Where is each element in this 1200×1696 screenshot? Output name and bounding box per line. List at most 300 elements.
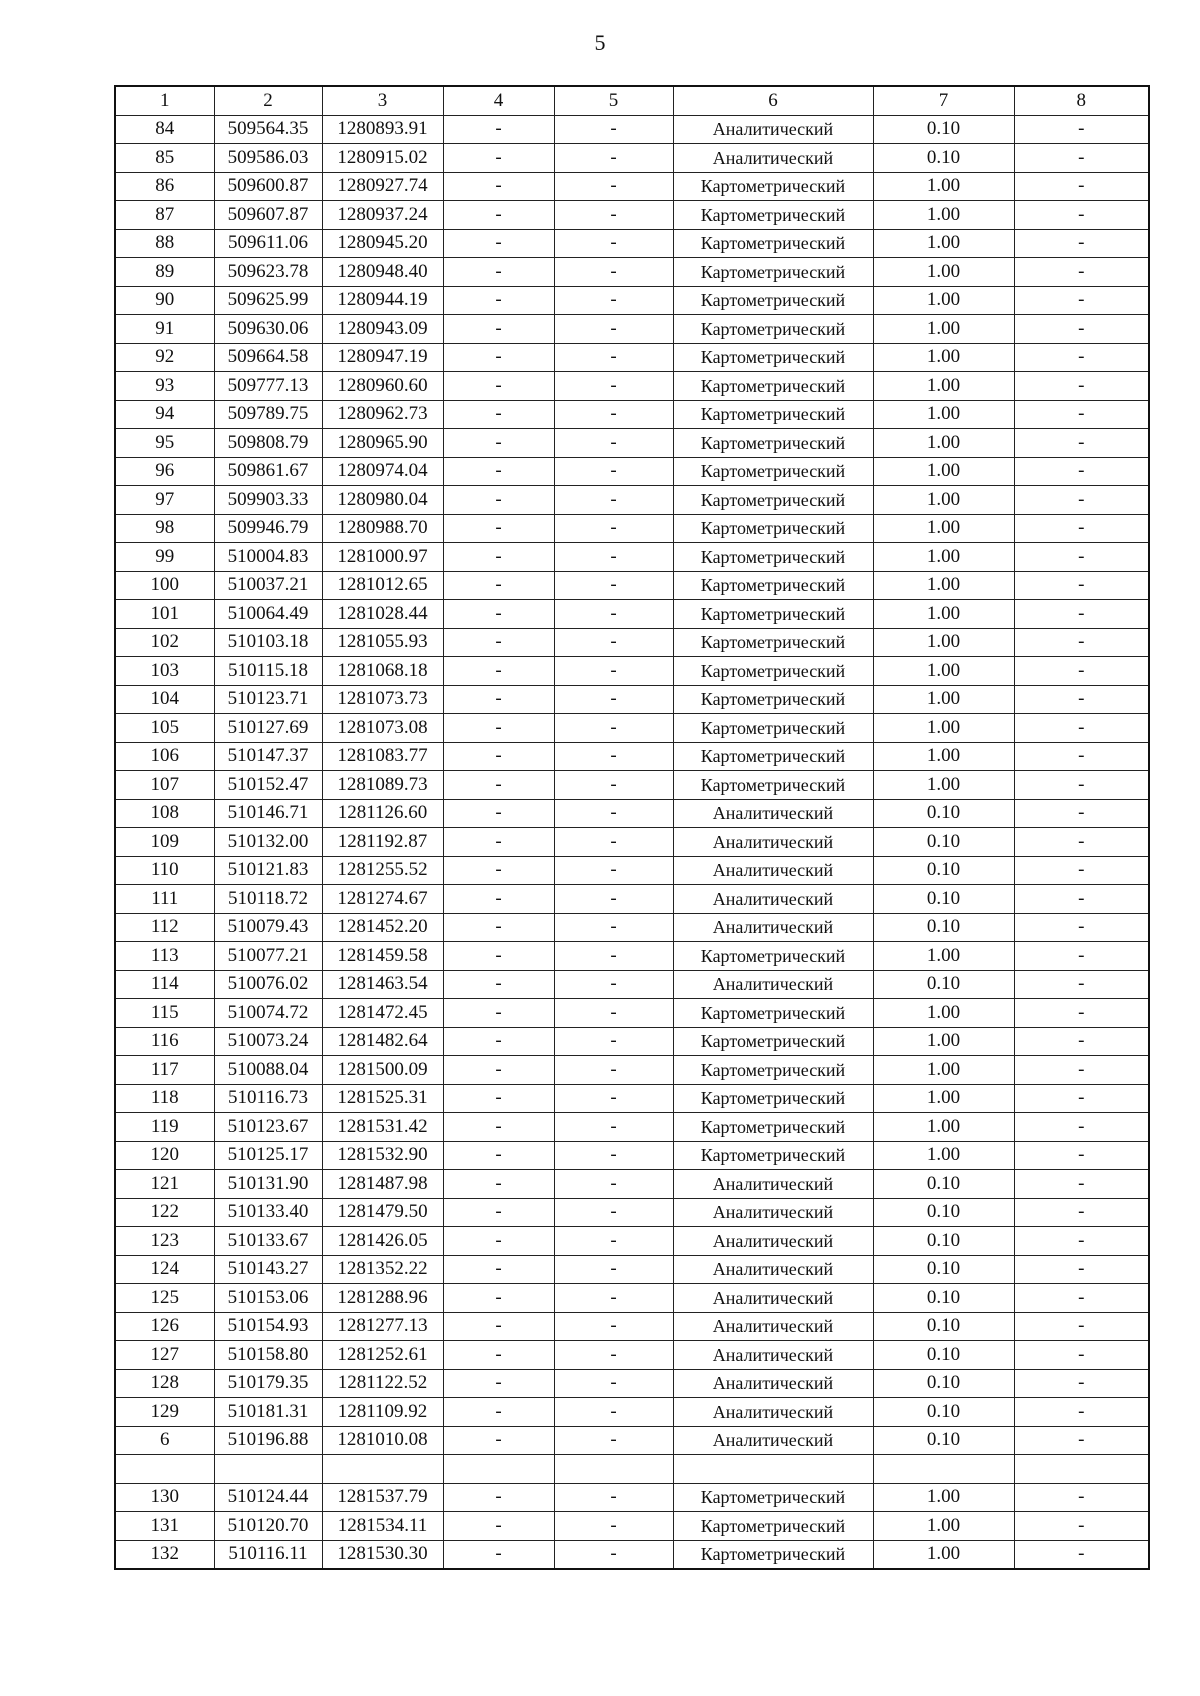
- cell-method: Картометрический: [673, 258, 873, 287]
- cell-point-number: 130: [115, 1483, 214, 1512]
- cell-y-coordinate: 1281122.52: [322, 1369, 443, 1398]
- cell-col-5: -: [554, 343, 673, 372]
- cell-col-5: -: [554, 600, 673, 629]
- table-row: [115, 400, 1149, 429]
- cell-col-8: -: [1014, 856, 1149, 885]
- cell-col-5: -: [554, 1540, 673, 1569]
- cell-method: Аналитический: [673, 115, 873, 144]
- cell-col-8: -: [1014, 885, 1149, 914]
- cell-y-coordinate: 1281277.13: [322, 1312, 443, 1341]
- cell-point-number: 129: [115, 1398, 214, 1427]
- cell-method: Картометрический: [673, 685, 873, 714]
- cell-col-8: -: [1014, 144, 1149, 173]
- cell-col-5: -: [554, 1084, 673, 1113]
- cell-y-coordinate: 1281192.87: [322, 828, 443, 857]
- table-row: [115, 970, 1149, 999]
- cell-accuracy: 1.00: [873, 258, 1014, 287]
- cell-col-8: -: [1014, 1113, 1149, 1142]
- cell-method: Картометрический: [673, 286, 873, 315]
- cell-col-4: -: [443, 1284, 554, 1313]
- cell-accuracy: 1.00: [873, 315, 1014, 344]
- cell-col-8: -: [1014, 172, 1149, 201]
- cell-method: Аналитический: [673, 1312, 873, 1341]
- cell-y-coordinate: 1281109.92: [322, 1398, 443, 1427]
- cell-col-8: -: [1014, 115, 1149, 144]
- cell-point-number: 124: [115, 1255, 214, 1284]
- cell-col-8: -: [1014, 1084, 1149, 1113]
- table-body: [115, 115, 1149, 1569]
- cell-x-coordinate: 509611.06: [214, 229, 322, 258]
- cell-method: Картометрический: [673, 571, 873, 600]
- cell-col-5: -: [554, 1255, 673, 1284]
- cell-method: Аналитический: [673, 913, 873, 942]
- cell-y-coordinate: [322, 1455, 443, 1484]
- cell-x-coordinate: 510132.00: [214, 828, 322, 857]
- cell-accuracy: 0.10: [873, 115, 1014, 144]
- cell-point-number: 115: [115, 999, 214, 1028]
- cell-col-5: -: [554, 828, 673, 857]
- table-row: [115, 172, 1149, 201]
- cell-point-number: 89: [115, 258, 214, 287]
- cell-method: Картометрический: [673, 600, 873, 629]
- cell-accuracy: 1.00: [873, 172, 1014, 201]
- table-row: [115, 1170, 1149, 1199]
- cell-col-5: -: [554, 543, 673, 572]
- cell-x-coordinate: 509564.35: [214, 115, 322, 144]
- cell-point-number: 85: [115, 144, 214, 173]
- cell-accuracy: 0.10: [873, 1198, 1014, 1227]
- cell-col-5: -: [554, 1056, 673, 1085]
- table-row: [115, 1512, 1149, 1541]
- cell-x-coordinate: 510116.73: [214, 1084, 322, 1113]
- cell-method: Картометрический: [673, 543, 873, 572]
- cell-accuracy: 1.00: [873, 400, 1014, 429]
- cell-accuracy: 1.00: [873, 742, 1014, 771]
- cell-col-8: -: [1014, 970, 1149, 999]
- column-header-2: 2: [214, 86, 322, 115]
- cell-x-coordinate: 510037.21: [214, 571, 322, 600]
- cell-y-coordinate: 1280988.70: [322, 514, 443, 543]
- cell-point-number: 128: [115, 1369, 214, 1398]
- cell-x-coordinate: 510123.71: [214, 685, 322, 714]
- cell-point-number: 127: [115, 1341, 214, 1370]
- cell-col-8: -: [1014, 1369, 1149, 1398]
- cell-point-number: 116: [115, 1027, 214, 1056]
- cell-x-coordinate: 510153.06: [214, 1284, 322, 1313]
- cell-method: [673, 1455, 873, 1484]
- cell-col-8: -: [1014, 742, 1149, 771]
- table-row: [115, 286, 1149, 315]
- cell-accuracy: 1.00: [873, 628, 1014, 657]
- cell-col-4: -: [443, 1056, 554, 1085]
- cell-col-8: -: [1014, 657, 1149, 686]
- cell-y-coordinate: 1280960.60: [322, 372, 443, 401]
- cell-col-4: -: [443, 571, 554, 600]
- cell-col-5: -: [554, 1198, 673, 1227]
- cell-accuracy: 1.00: [873, 657, 1014, 686]
- cell-accuracy: 0.10: [873, 1227, 1014, 1256]
- cell-y-coordinate: 1280943.09: [322, 315, 443, 344]
- cell-method: Картометрический: [673, 1084, 873, 1113]
- cell-point-number: 120: [115, 1141, 214, 1170]
- cell-col-8: -: [1014, 543, 1149, 572]
- cell-x-coordinate: 510131.90: [214, 1170, 322, 1199]
- cell-y-coordinate: 1281255.52: [322, 856, 443, 885]
- cell-method: Аналитический: [673, 885, 873, 914]
- cell-x-coordinate: 510133.67: [214, 1227, 322, 1256]
- cell-col-8: -: [1014, 1198, 1149, 1227]
- coordinates-table: [114, 85, 1150, 1570]
- table-row: [115, 913, 1149, 942]
- cell-x-coordinate: 510073.24: [214, 1027, 322, 1056]
- cell-x-coordinate: 510004.83: [214, 543, 322, 572]
- cell-y-coordinate: 1281500.09: [322, 1056, 443, 1085]
- table-row: [115, 1141, 1149, 1170]
- cell-point-number: 126: [115, 1312, 214, 1341]
- cell-col-8: -: [1014, 229, 1149, 258]
- cell-x-coordinate: 510116.11: [214, 1540, 322, 1569]
- cell-method: Аналитический: [673, 144, 873, 173]
- table-row: [115, 1084, 1149, 1113]
- cell-col-4: -: [443, 999, 554, 1028]
- cell-col-8: -: [1014, 799, 1149, 828]
- cell-accuracy: 1.00: [873, 1141, 1014, 1170]
- cell-col-4: -: [443, 429, 554, 458]
- cell-accuracy: 0.10: [873, 1426, 1014, 1455]
- cell-col-4: -: [443, 144, 554, 173]
- cell-accuracy: 0.10: [873, 1255, 1014, 1284]
- cell-col-8: -: [1014, 1284, 1149, 1313]
- cell-point-number: 99: [115, 543, 214, 572]
- cell-col-4: -: [443, 400, 554, 429]
- cell-x-coordinate: 509903.33: [214, 486, 322, 515]
- page-number: 5: [594, 30, 606, 55]
- cell-col-5: -: [554, 315, 673, 344]
- cell-col-5: -: [554, 115, 673, 144]
- cell-col-4: -: [443, 286, 554, 315]
- cell-point-number: 94: [115, 400, 214, 429]
- table-row: [115, 429, 1149, 458]
- cell-accuracy: 1.00: [873, 486, 1014, 515]
- cell-x-coordinate: 510123.67: [214, 1113, 322, 1142]
- cell-y-coordinate: 1281426.05: [322, 1227, 443, 1256]
- cell-col-5: -: [554, 144, 673, 173]
- cell-y-coordinate: 1280980.04: [322, 486, 443, 515]
- cell-col-4: -: [443, 343, 554, 372]
- cell-accuracy: 0.10: [873, 799, 1014, 828]
- cell-method: Аналитический: [673, 1398, 873, 1427]
- cell-accuracy: 1.00: [873, 1027, 1014, 1056]
- cell-col-4: -: [443, 258, 554, 287]
- cell-col-4: -: [443, 1113, 554, 1142]
- cell-point-number: 90: [115, 286, 214, 315]
- cell-col-5: -: [554, 771, 673, 800]
- table-row: [115, 685, 1149, 714]
- table-row: [115, 201, 1149, 230]
- cell-method: Аналитический: [673, 970, 873, 999]
- cell-x-coordinate: 510115.18: [214, 657, 322, 686]
- cell-col-8: -: [1014, 1426, 1149, 1455]
- cell-col-4: -: [443, 457, 554, 486]
- cell-col-8: -: [1014, 913, 1149, 942]
- table-row: [115, 1426, 1149, 1455]
- cell-col-5: -: [554, 628, 673, 657]
- cell-col-4: -: [443, 172, 554, 201]
- cell-col-4: [443, 1455, 554, 1484]
- cell-col-4: -: [443, 742, 554, 771]
- cell-method: Картометрический: [673, 1483, 873, 1512]
- cell-x-coordinate: 509586.03: [214, 144, 322, 173]
- table-row: [115, 999, 1149, 1028]
- cell-col-5: -: [554, 1341, 673, 1370]
- cell-col-4: -: [443, 372, 554, 401]
- table-row: [115, 1255, 1149, 1284]
- cell-col-4: -: [443, 1227, 554, 1256]
- cell-method: Картометрический: [673, 1512, 873, 1541]
- cell-point-number: 87: [115, 201, 214, 230]
- cell-point-number: 86: [115, 172, 214, 201]
- cell-col-8: -: [1014, 1341, 1149, 1370]
- cell-y-coordinate: 1281073.08: [322, 714, 443, 743]
- cell-x-coordinate: 509607.87: [214, 201, 322, 230]
- column-header-4: 4: [443, 86, 554, 115]
- cell-x-coordinate: 509777.13: [214, 372, 322, 401]
- cell-accuracy: 0.10: [873, 1170, 1014, 1199]
- cell-y-coordinate: 1281537.79: [322, 1483, 443, 1512]
- cell-point-number: 84: [115, 115, 214, 144]
- table-row: [115, 229, 1149, 258]
- cell-method: Аналитический: [673, 799, 873, 828]
- cell-point-number: 103: [115, 657, 214, 686]
- cell-accuracy: 0.10: [873, 1369, 1014, 1398]
- cell-accuracy: 0.10: [873, 970, 1014, 999]
- table-row: [115, 628, 1149, 657]
- cell-col-4: -: [443, 1198, 554, 1227]
- cell-col-4: -: [443, 1426, 554, 1455]
- cell-accuracy: 1.00: [873, 372, 1014, 401]
- cell-col-5: -: [554, 856, 673, 885]
- cell-method: Аналитический: [673, 1341, 873, 1370]
- cell-y-coordinate: 1281487.98: [322, 1170, 443, 1199]
- cell-point-number: 118: [115, 1084, 214, 1113]
- cell-col-4: -: [443, 543, 554, 572]
- cell-method: Картометрический: [673, 172, 873, 201]
- cell-col-8: -: [1014, 571, 1149, 600]
- cell-col-4: -: [443, 1540, 554, 1569]
- cell-y-coordinate: 1281274.67: [322, 885, 443, 914]
- table-row: [115, 144, 1149, 173]
- cell-x-coordinate: 510074.72: [214, 999, 322, 1028]
- cell-accuracy: 0.10: [873, 856, 1014, 885]
- cell-accuracy: 1.00: [873, 429, 1014, 458]
- table-row: [115, 258, 1149, 287]
- cell-accuracy: [873, 1455, 1014, 1484]
- cell-method: Аналитический: [673, 1426, 873, 1455]
- cell-point-number: 98: [115, 514, 214, 543]
- cell-col-5: -: [554, 429, 673, 458]
- cell-accuracy: 0.10: [873, 885, 1014, 914]
- cell-method: Картометрический: [673, 1141, 873, 1170]
- cell-method: Аналитический: [673, 1170, 873, 1199]
- cell-col-5: -: [554, 999, 673, 1028]
- cell-col-4: -: [443, 657, 554, 686]
- cell-col-4: -: [443, 1141, 554, 1170]
- cell-point-number: 132: [115, 1540, 214, 1569]
- cell-x-coordinate: 510133.40: [214, 1198, 322, 1227]
- cell-col-5: -: [554, 714, 673, 743]
- cell-col-8: -: [1014, 429, 1149, 458]
- cell-x-coordinate: 510158.80: [214, 1341, 322, 1370]
- cell-col-4: -: [443, 1369, 554, 1398]
- cell-point-number: 131: [115, 1512, 214, 1541]
- cell-y-coordinate: 1281479.50: [322, 1198, 443, 1227]
- cell-accuracy: 0.10: [873, 1312, 1014, 1341]
- cell-col-4: -: [443, 514, 554, 543]
- cell-col-8: -: [1014, 628, 1149, 657]
- column-header-5: 5: [554, 86, 673, 115]
- table-row: [115, 486, 1149, 515]
- cell-col-8: -: [1014, 828, 1149, 857]
- column-header-6: 6: [673, 86, 873, 115]
- cell-accuracy: 1.00: [873, 1084, 1014, 1113]
- cell-col-4: -: [443, 600, 554, 629]
- cell-y-coordinate: 1281288.96: [322, 1284, 443, 1313]
- cell-point-number: 107: [115, 771, 214, 800]
- cell-col-8: -: [1014, 1227, 1149, 1256]
- cell-col-8: -: [1014, 343, 1149, 372]
- table-row: [115, 1198, 1149, 1227]
- cell-point-number: 100: [115, 571, 214, 600]
- cell-y-coordinate: 1281010.08: [322, 1426, 443, 1455]
- cell-point-number: 105: [115, 714, 214, 743]
- cell-col-5: -: [554, 1227, 673, 1256]
- cell-point-number: 117: [115, 1056, 214, 1085]
- cell-col-8: -: [1014, 600, 1149, 629]
- cell-col-5: -: [554, 1426, 673, 1455]
- cell-col-5: -: [554, 400, 673, 429]
- cell-col-5: -: [554, 571, 673, 600]
- cell-x-coordinate: 510152.47: [214, 771, 322, 800]
- cell-point-number: 114: [115, 970, 214, 999]
- cell-point-number: 101: [115, 600, 214, 629]
- cell-col-4: -: [443, 628, 554, 657]
- table-row: [115, 799, 1149, 828]
- cell-col-4: -: [443, 1027, 554, 1056]
- cell-y-coordinate: 1281463.54: [322, 970, 443, 999]
- cell-x-coordinate: 510181.31: [214, 1398, 322, 1427]
- cell-accuracy: 1.00: [873, 201, 1014, 230]
- cell-accuracy: 1.00: [873, 1113, 1014, 1142]
- table-row: [115, 828, 1149, 857]
- table-row: [115, 771, 1149, 800]
- cell-x-coordinate: 510088.04: [214, 1056, 322, 1085]
- cell-x-coordinate: 510146.71: [214, 799, 322, 828]
- cell-method: Картометрический: [673, 372, 873, 401]
- cell-method: Картометрический: [673, 942, 873, 971]
- table-row: [115, 1056, 1149, 1085]
- cell-col-5: -: [554, 1483, 673, 1512]
- cell-y-coordinate: 1280965.90: [322, 429, 443, 458]
- cell-accuracy: 1.00: [873, 1512, 1014, 1541]
- cell-col-4: -: [443, 201, 554, 230]
- cell-y-coordinate: 1280962.73: [322, 400, 443, 429]
- cell-y-coordinate: 1281482.64: [322, 1027, 443, 1056]
- cell-y-coordinate: 1280948.40: [322, 258, 443, 287]
- cell-accuracy: 0.10: [873, 1284, 1014, 1313]
- cell-col-5: -: [554, 1312, 673, 1341]
- cell-point-number: 109: [115, 828, 214, 857]
- cell-method: Аналитический: [673, 856, 873, 885]
- column-header-7: 7: [873, 86, 1014, 115]
- cell-accuracy: 1.00: [873, 343, 1014, 372]
- cell-method: Картометрический: [673, 628, 873, 657]
- cell-col-8: -: [1014, 1170, 1149, 1199]
- column-header-3: 3: [322, 86, 443, 115]
- cell-x-coordinate: 510154.93: [214, 1312, 322, 1341]
- cell-point-number: 106: [115, 742, 214, 771]
- cell-col-5: -: [554, 1170, 673, 1199]
- cell-x-coordinate: 510103.18: [214, 628, 322, 657]
- table-row: [115, 600, 1149, 629]
- cell-col-8: -: [1014, 999, 1149, 1028]
- cell-accuracy: 1.00: [873, 457, 1014, 486]
- cell-point-number: 112: [115, 913, 214, 942]
- table-row: [115, 885, 1149, 914]
- table-row: [115, 942, 1149, 971]
- cell-col-5: -: [554, 799, 673, 828]
- cell-method: Аналитический: [673, 1198, 873, 1227]
- cell-y-coordinate: 1280974.04: [322, 457, 443, 486]
- cell-col-5: -: [554, 1284, 673, 1313]
- cell-x-coordinate: 509664.58: [214, 343, 322, 372]
- cell-x-coordinate: 510147.37: [214, 742, 322, 771]
- cell-col-8: [1014, 1455, 1149, 1484]
- cell-point-number: 108: [115, 799, 214, 828]
- cell-col-4: -: [443, 115, 554, 144]
- cell-accuracy: 0.10: [873, 913, 1014, 942]
- cell-method: Аналитический: [673, 1255, 873, 1284]
- cell-x-coordinate: 510127.69: [214, 714, 322, 743]
- cell-accuracy: 0.10: [873, 144, 1014, 173]
- cell-y-coordinate: 1280944.19: [322, 286, 443, 315]
- table-row: [115, 343, 1149, 372]
- cell-col-5: -: [554, 201, 673, 230]
- cell-accuracy: 1.00: [873, 1483, 1014, 1512]
- cell-method: Аналитический: [673, 1227, 873, 1256]
- table-row: [115, 1455, 1149, 1484]
- cell-col-5: -: [554, 1027, 673, 1056]
- cell-accuracy: 1.00: [873, 714, 1014, 743]
- cell-col-5: -: [554, 685, 673, 714]
- cell-accuracy: 1.00: [873, 771, 1014, 800]
- table-row: [115, 571, 1149, 600]
- cell-col-4: -: [443, 856, 554, 885]
- cell-x-coordinate: 510076.02: [214, 970, 322, 999]
- cell-x-coordinate: 509808.79: [214, 429, 322, 458]
- cell-x-coordinate: 510124.44: [214, 1483, 322, 1512]
- cell-accuracy: 1.00: [873, 1056, 1014, 1085]
- cell-accuracy: 1.00: [873, 229, 1014, 258]
- cell-col-8: -: [1014, 1512, 1149, 1541]
- cell-col-5: -: [554, 486, 673, 515]
- cell-col-4: -: [443, 1341, 554, 1370]
- cell-col-4: -: [443, 885, 554, 914]
- cell-col-8: -: [1014, 201, 1149, 230]
- cell-col-5: -: [554, 742, 673, 771]
- cell-col-8: -: [1014, 1056, 1149, 1085]
- cell-col-5: -: [554, 970, 673, 999]
- table-row: [115, 514, 1149, 543]
